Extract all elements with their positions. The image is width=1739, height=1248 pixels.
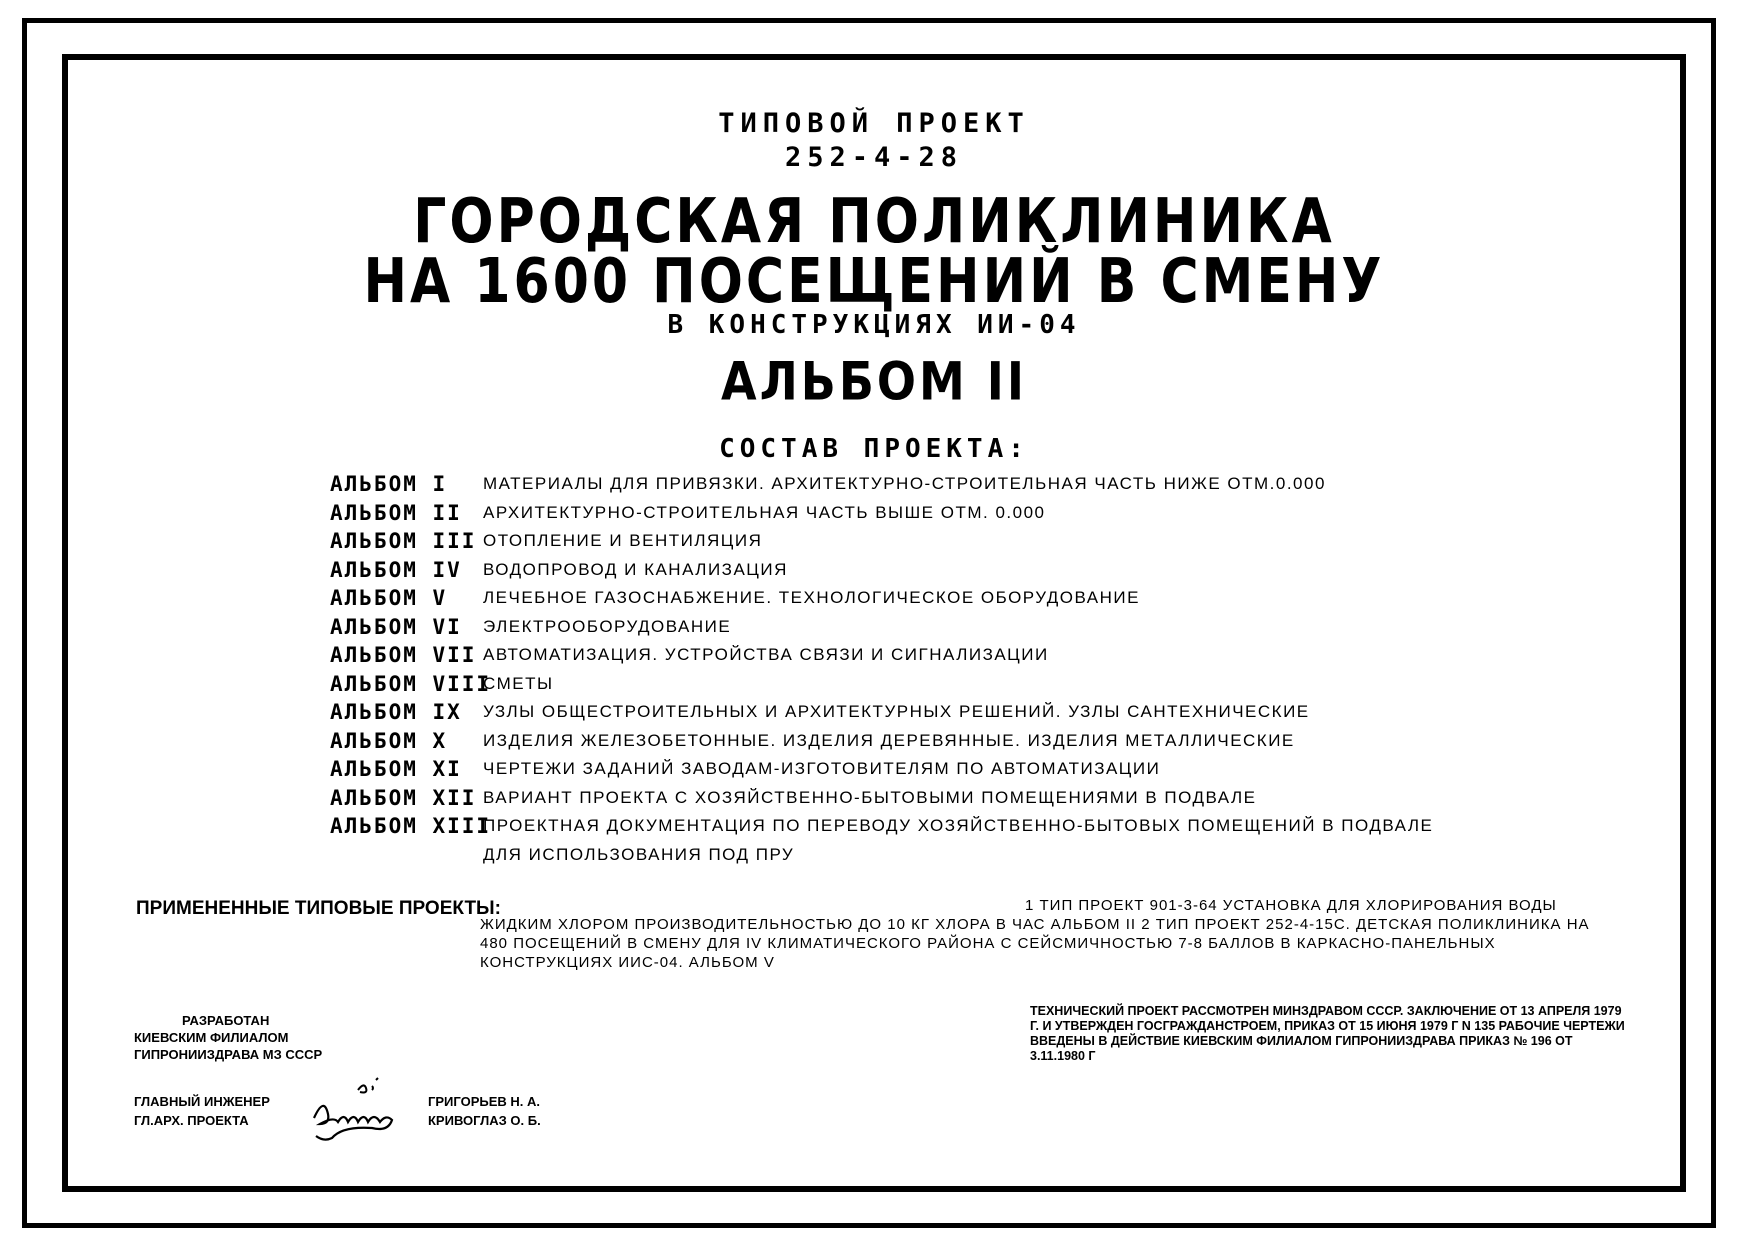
album-label: АЛЬБОМ II: [330, 500, 462, 525]
album-label: АЛЬБОМ VI: [330, 614, 462, 639]
applied-projects-label: ПРИМЕНЕННЫЕ ТИПОВЫЕ ПРОЕКТЫ:: [136, 898, 501, 919]
album-description: УЗЛЫ ОБЩЕСТРОИТЕЛЬНЫХ И АРХИТЕКТУРНЫХ РЕШЕНИЙ. УЗЛЫ САНТЕХНИЧЕСКИЕ: [483, 702, 1310, 721]
developer-block: [134, 1012, 322, 1063]
title-line-2: НА 1600 ПОСЕЩЕНИЙ В СМЕНУ: [363, 246, 1385, 318]
album-description: АВТОМАТИЗАЦИЯ. УСТРОЙСТВА СВЯЗИ И СИГНАЛИЗАЦИИ: [483, 645, 1049, 664]
album-label: АЛЬБОМ IV: [330, 557, 462, 582]
project-type: ТИПОВОЙ ПРОЕКТ: [718, 108, 1030, 139]
name-chief-engineer: ГРИГОРЬЕВ Н. А.: [428, 1094, 540, 1109]
album-row: [330, 501, 1430, 530]
album-row: [330, 672, 1430, 701]
album-description: ЧЕРТЕЖИ ЗАДАНИЙ ЗАВОДАМ-ИЗГОТОВИТЕЛЯМ ПО АВТОМАТИЗАЦИИ: [483, 759, 1161, 778]
album-row: [330, 472, 1430, 501]
album-description: ВОДОПРОВОД И КАНАЛИЗАЦИЯ: [483, 559, 788, 579]
signature-roles: [134, 1092, 270, 1130]
album-label: АЛЬБОМ XI: [330, 757, 462, 781]
album-label: АЛЬБОМ V: [330, 586, 448, 610]
subtitle: В КОНСТРУКЦИЯХ ИИ-04: [667, 310, 1081, 340]
album-row: [330, 643, 1430, 672]
album-label: АЛЬБОМ IX: [330, 700, 462, 724]
album-row-continuation: [330, 843, 1430, 872]
album-row: [330, 586, 1430, 615]
developer-heading: РАЗРАБОТАН: [182, 1013, 270, 1028]
developer-line-2: ГИПРОНИИЗДРАВА МЗ СССР: [134, 1047, 323, 1062]
album-description: ЛЕЧЕБНОЕ ГАЗОСНАБЖЕНИЕ. ТЕХНОЛОГИЧЕСКОЕ ОБОРУДОВАНИЕ: [483, 588, 1140, 607]
role-chief-engineer: ГЛАВНЫЙ ИНЖЕНЕР: [134, 1094, 270, 1109]
album-row: [330, 529, 1430, 558]
album-row: [330, 615, 1430, 644]
technical-approval-note: ТЕХНИЧЕСКИЙ ПРОЕКТ РАССМОТРЕН МИНЗДРАВОМ СССР. ЗАКЛЮЧЕНИЕ ОТ 13 АПРЕЛЯ 1979 Г. И УТВЕРЖДЕН ГОСГРАЖДАНСТРОЕМ, ПРИКАЗ ОТ 15 ИЮНЯ 1979 Г N 135 РАБОЧИЕ ЧЕРТЕЖИ ВВЕДЕНЫ В ДЕЙСТВИЕ КИЕВСКИМ ФИЛИАЛОМ ГИПРОНИИЗДРАВА ПРИКАЗ № 196 ОТ 3.11.1980 Г: [1030, 1004, 1625, 1063]
developer-line-1: КИЕВСКИМ ФИЛИАЛОМ: [134, 1030, 289, 1045]
album-list: [330, 472, 1434, 871]
album-description: ОТОПЛЕНИЕ И ВЕНТИЛЯЦИЯ: [483, 531, 763, 550]
album-label: АЛЬБОМ XIII: [330, 814, 492, 838]
album-label: АЛЬБОМ X: [330, 728, 448, 753]
album-title: АЛЬБОМ II: [720, 349, 1028, 413]
album-row: [330, 786, 1430, 815]
project-number: 252-4-28: [784, 142, 964, 173]
album-description: АРХИТЕКТУРНО-СТРОИТЕЛЬНАЯ ЧАСТЬ ВЫШЕ ОТМ. 0.000: [483, 502, 1046, 522]
album-label: АЛЬБОМ VII: [330, 643, 477, 667]
album-description: МАТЕРИАЛЫ ДЛЯ ПРИВЯЗКИ. АРХИТЕКТУРНО-СТРОИТЕЛЬНАЯ ЧАСТЬ НИЖЕ ОТМ.0.000: [483, 474, 1326, 493]
album-label: АЛЬБОМ VIII: [330, 671, 492, 696]
album-description: ВАРИАНТ ПРОЕКТА С ХОЗЯЙСТВЕННО-БЫТОВЫМИ ПОМЕЩЕНИЯМИ В ПОДВАЛЕ: [483, 787, 1257, 807]
signature-names: [428, 1092, 541, 1130]
album-description: ПРОЕКТНАЯ ДОКУМЕНТАЦИЯ ПО ПЕРЕВОДУ ХОЗЯЙСТВЕННО-БЫТОВЫХ ПОМЕЩЕНИЙ В ПОДВАЛЕ: [483, 816, 1434, 835]
album-description: ИЗДЕЛИЯ ЖЕЛЕЗОБЕТОННЫЕ. ИЗДЕЛИЯ ДЕРЕВЯННЫЕ. ИЗДЕЛИЯ МЕТАЛЛИЧЕСКИЕ: [483, 730, 1295, 750]
applied-projects-text: 1 ТИП ПРОЕКТ 901-3-64 УСТАНОВКА ДЛЯ ХЛОРИРОВАНИЯ ВОДЫ ЖИДКИМ ХЛОРОМ ПРОИЗВОДИТЕЛЬНОСТЬЮ ДО 10 КГ ХЛОРА В ЧАС АЛЬБОМ II 2 ТИП ПРОЕКТ 252-4-15С. ДЕТСКАЯ ПОЛИКЛИНИКА НА 480 ПОСЕЩЕНИЙ В СМЕНУ ДЛЯ IV КЛИМАТИЧЕСКОГО РАЙОНА С СЕЙСМИЧНОСТЬЮ 7-8 БАЛЛОВ В КАРКАСНО-ПАНЕЛЬНЫХ КОНСТРУКЦИЯХ ИИС-04. АЛЬБОМ V: [480, 897, 1590, 971]
name-chief-architect: КРИВОГЛАЗ О. Б.: [428, 1113, 541, 1128]
handwritten-signature: [306, 1072, 426, 1142]
album-row: [330, 729, 1430, 758]
role-chief-architect: ГЛ.АРХ. ПРОЕКТА: [134, 1113, 249, 1128]
album-row: [330, 757, 1430, 786]
album-description-continuation: ДЛЯ ИСПОЛЬЗОВАНИЯ ПОД ПРУ: [483, 844, 795, 864]
album-label: АЛЬБОМ III: [330, 529, 477, 553]
album-description: ЭЛЕКТРООБОРУДОВАНИЕ: [483, 616, 732, 636]
album-label: АЛЬБОМ XII: [330, 785, 477, 810]
album-description: СМЕТЫ: [483, 673, 554, 693]
album-label: АЛЬБОМ I: [330, 472, 448, 496]
album-row: [330, 558, 1430, 587]
composition-heading: СОСТАВ ПРОЕКТА:: [719, 434, 1029, 464]
title-line-1: ГОРОДСКАЯ ПОЛИКЛИНИКА: [413, 186, 1335, 258]
album-row: [330, 814, 1434, 843]
album-row: [330, 700, 1430, 729]
